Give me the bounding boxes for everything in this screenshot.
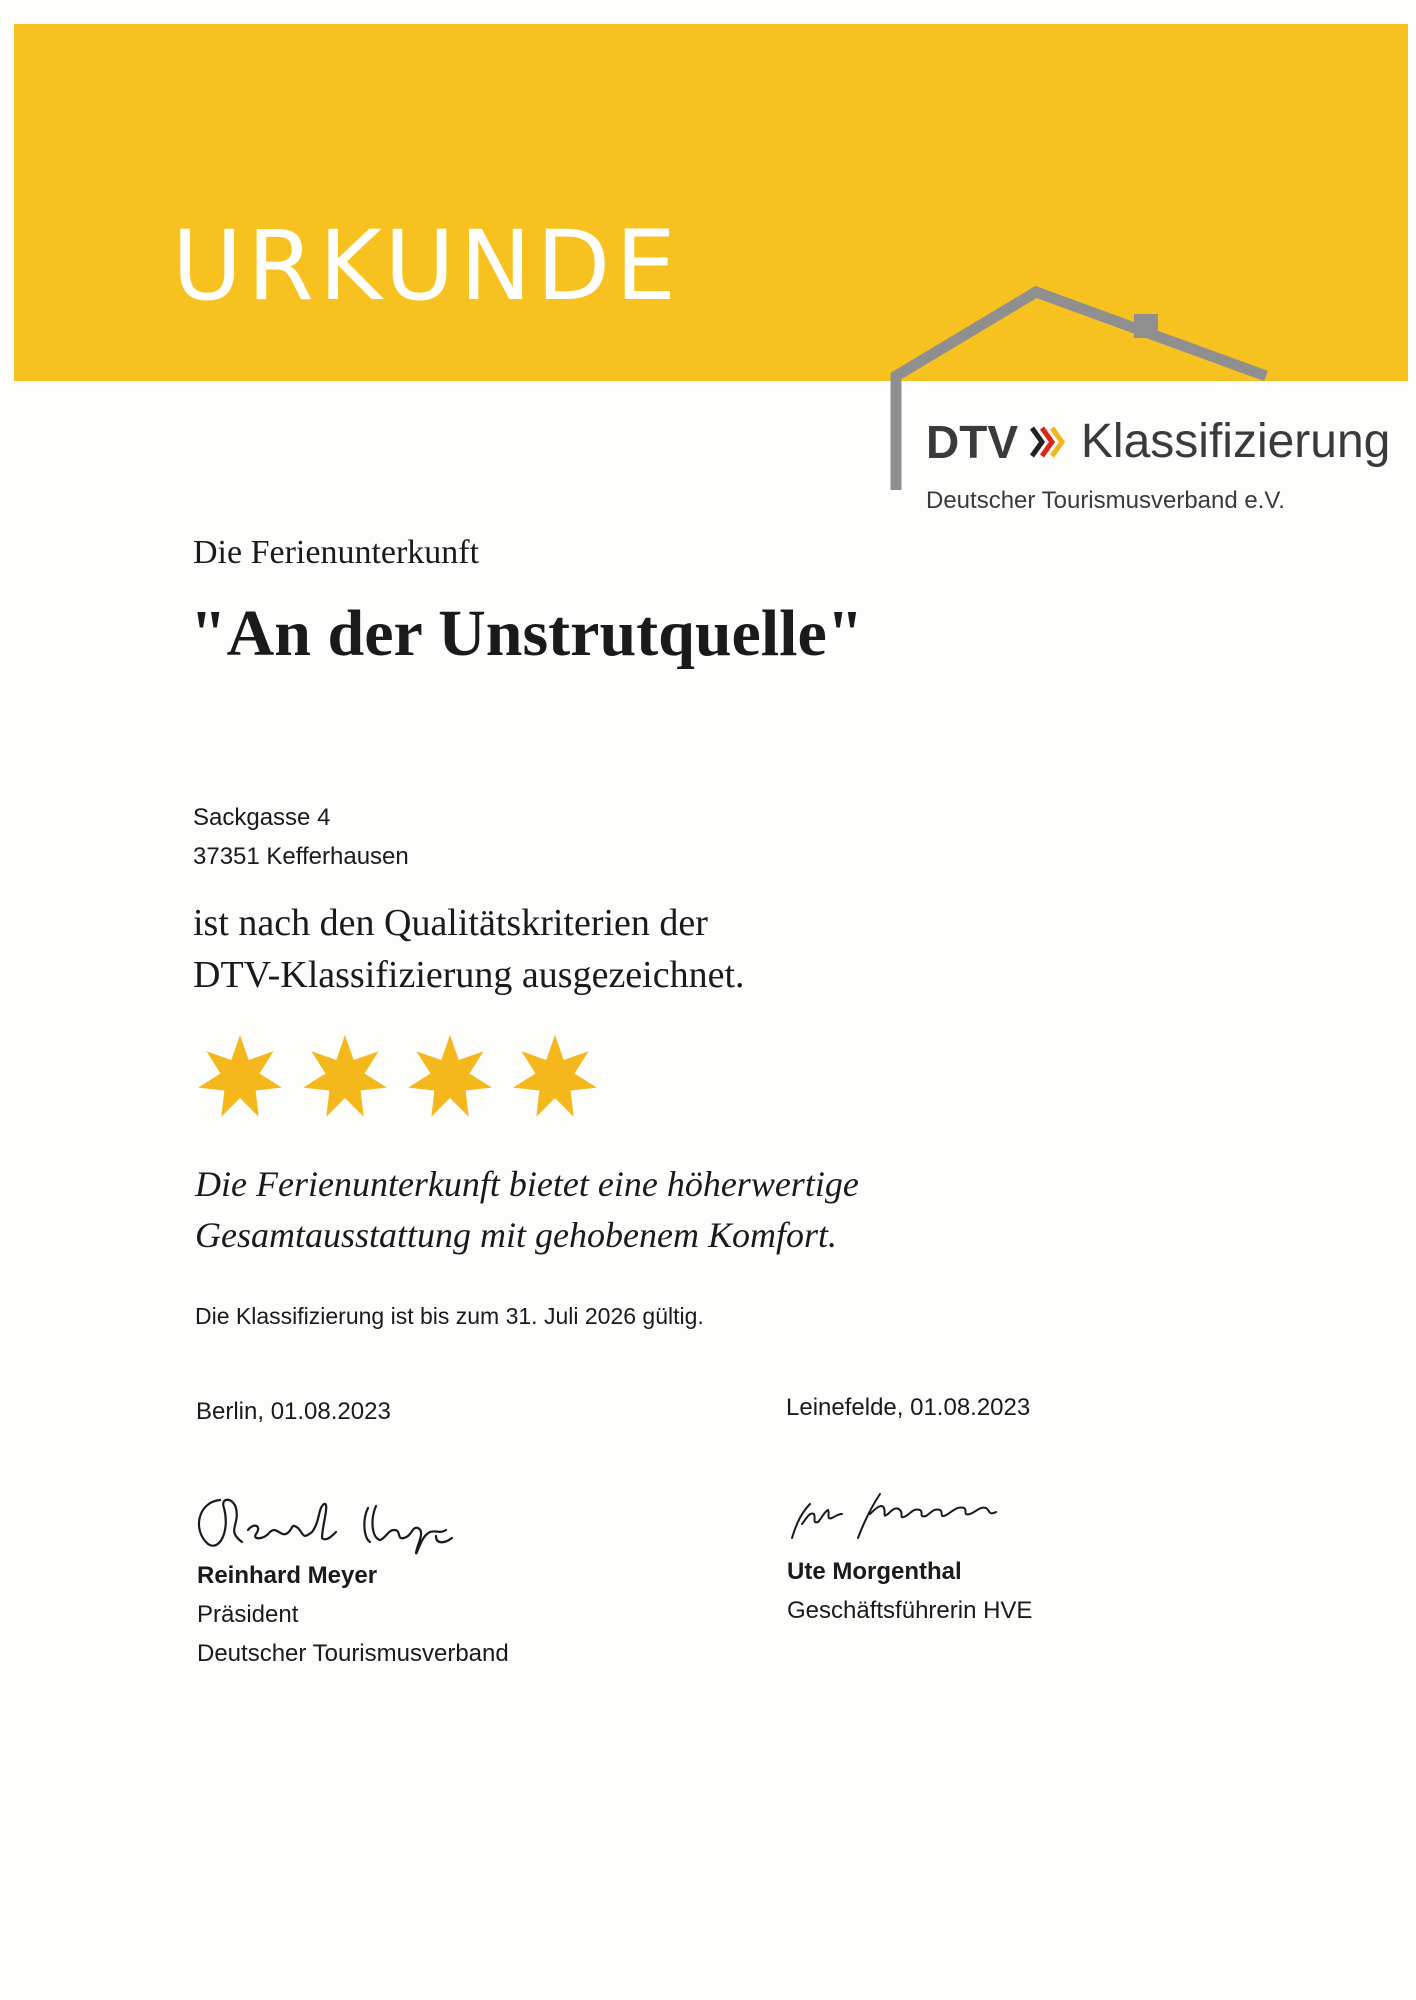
- star-icon: [301, 1034, 389, 1122]
- signer-role-left-2: Deutscher Tourismusverband: [197, 1640, 509, 1667]
- logo-name: Klassifizierung: [1080, 415, 1391, 468]
- description-line-2: Gesamtausstattung mit gehobenem Komfort.: [195, 1215, 837, 1255]
- intro-text: Die Ferienunterkunft: [193, 534, 480, 571]
- description-line-1: Die Ferienunterkunft bietet eine höherwertige: [195, 1164, 859, 1204]
- signature-left-image: [190, 1486, 490, 1558]
- signature-right-image: [788, 1484, 1008, 1544]
- property-name: "An der Unstrutquelle": [190, 597, 864, 670]
- certificate-title: URKUNDE: [172, 210, 681, 322]
- validity-note: Die Klassifizierung ist bis zum 31. Juli 2026 gültig.: [195, 1303, 704, 1329]
- statement-line-2: DTV-Klassifizierung ausgezeichnet.: [193, 954, 745, 996]
- statement-line-1: ist nach den Qualitätskriterien der: [193, 902, 708, 944]
- star-icon: [196, 1034, 284, 1122]
- signer-role-right-1: Geschäftsführerin HVE: [787, 1597, 1033, 1624]
- signer-name-right: Ute Morgenthal: [787, 1558, 962, 1585]
- place-date-left: Berlin, 01.08.2023: [196, 1398, 391, 1425]
- logo-brand: DTV: [926, 416, 1018, 468]
- signer-role-left-1: Präsident: [197, 1601, 299, 1628]
- chevrons-icon: [1028, 422, 1068, 462]
- address-street: Sackgasse 4: [193, 804, 331, 831]
- dtv-logo: [926, 415, 1391, 468]
- star-icon: [511, 1034, 599, 1122]
- logo-subtitle: Deutscher Tourismusverband e.V.: [926, 487, 1285, 514]
- star-icon: [406, 1034, 494, 1122]
- star-rating: [196, 1034, 599, 1122]
- address-city: 37351 Kefferhausen: [193, 843, 409, 870]
- signer-name-left: Reinhard Meyer: [197, 1562, 378, 1589]
- place-date-right: Leinefelde, 01.08.2023: [786, 1394, 1031, 1421]
